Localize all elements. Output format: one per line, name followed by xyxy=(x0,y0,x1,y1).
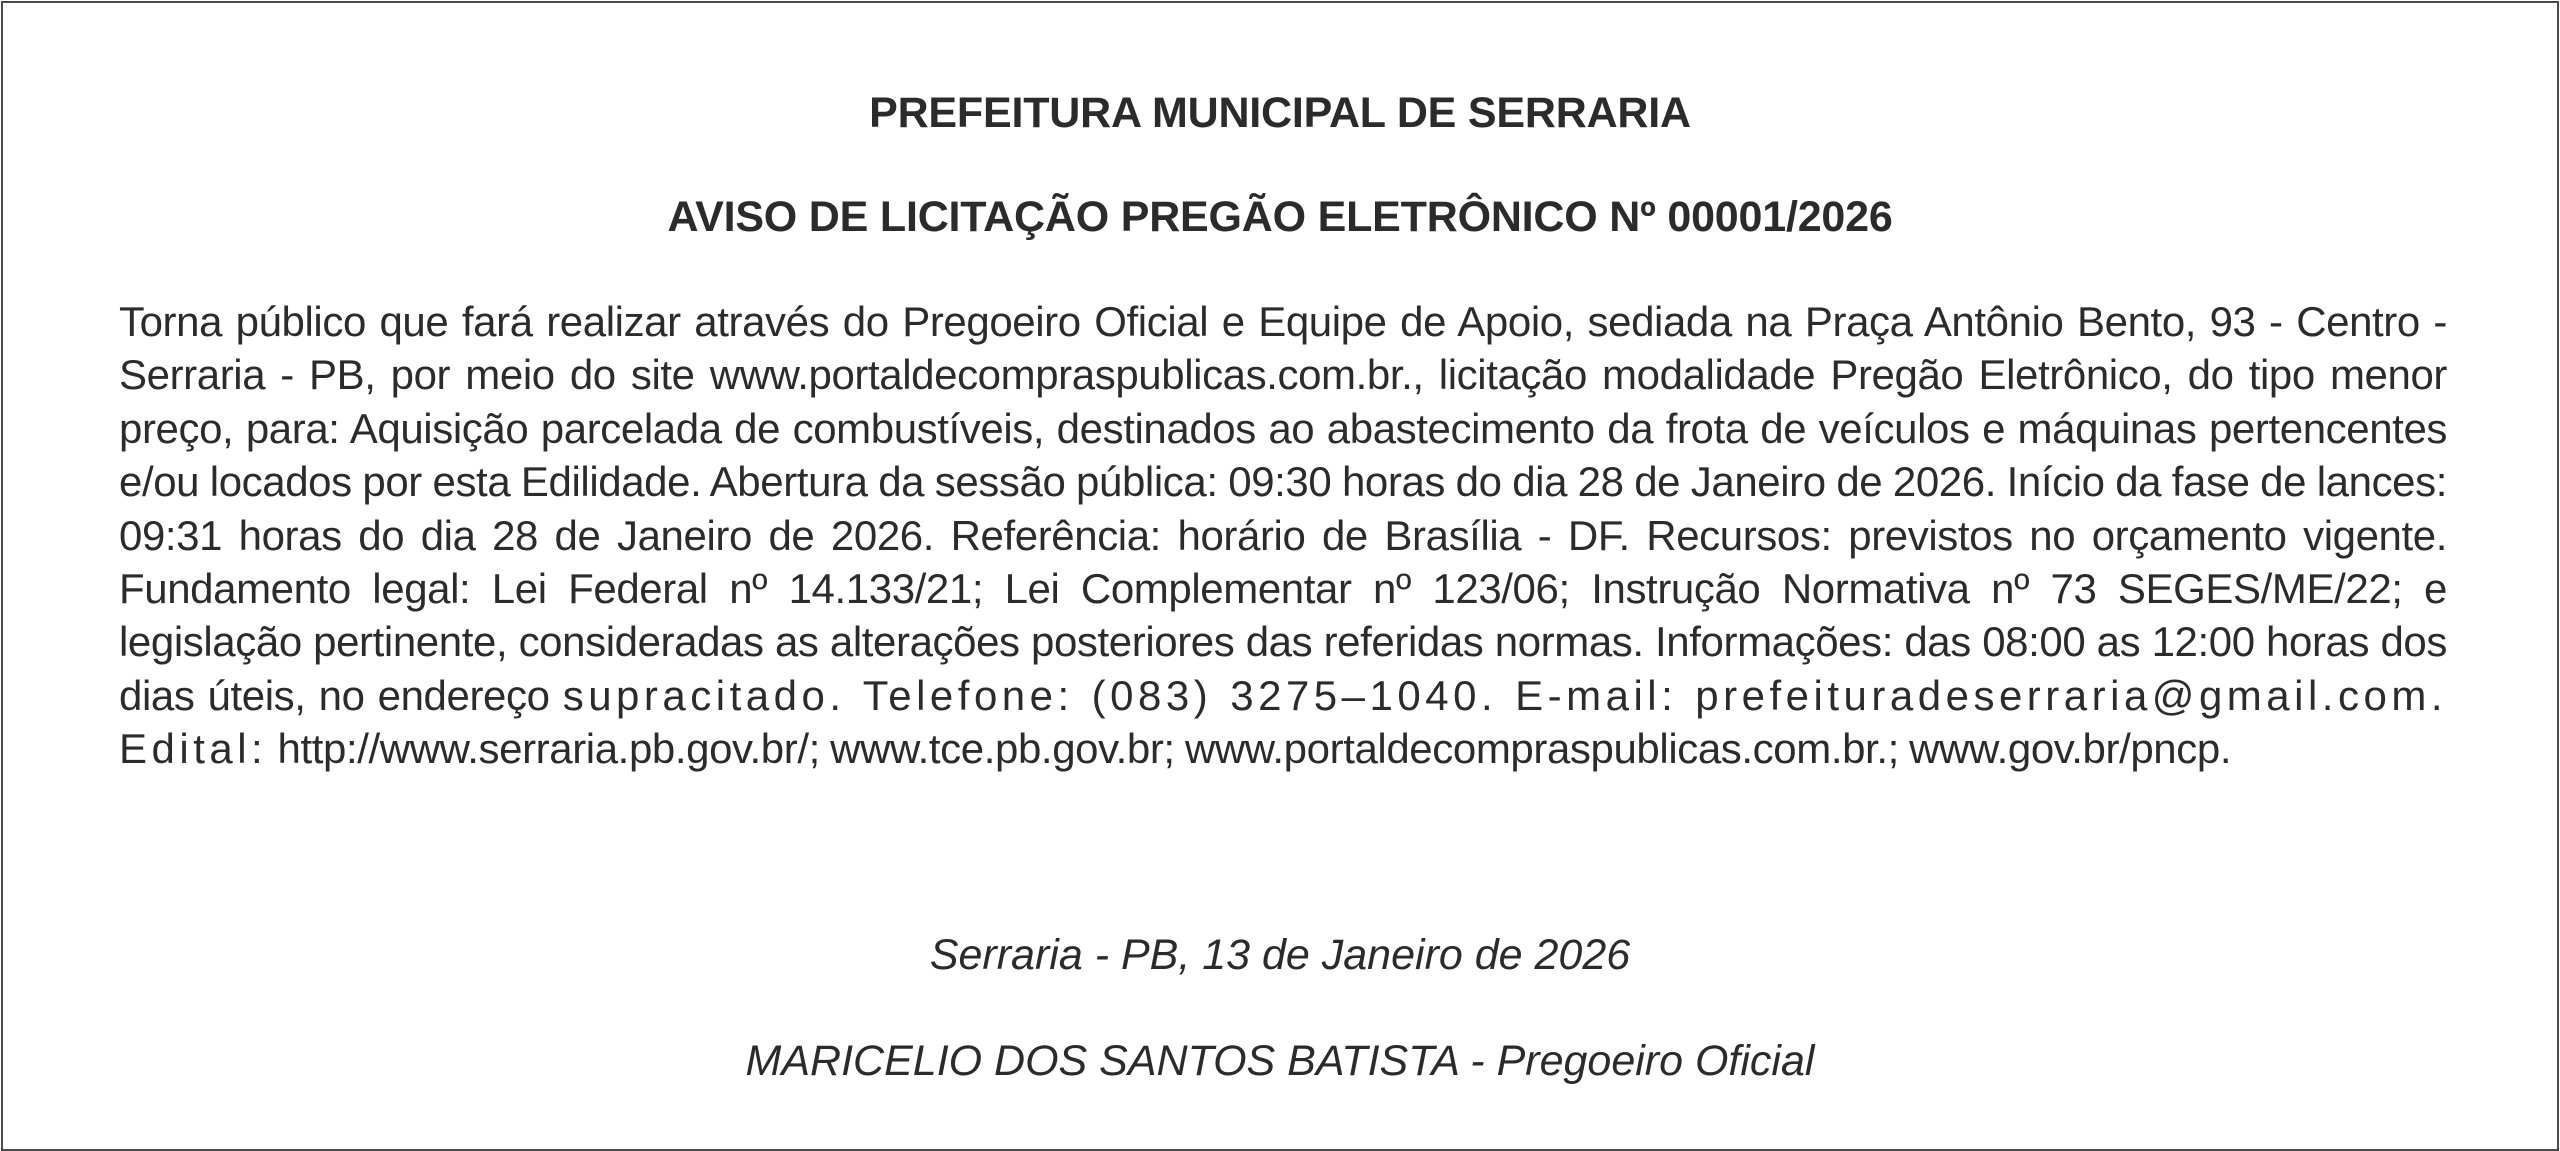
notice-main-text: Torna público que fará realizar através do Pregoeiro Oficial e Equipe de Apoio, sediada na Praça Antônio Bento, 93 - Centro - Serraria - PB, por meio do site www.portaldecompraspublicas.com.br., licitação modalidade Pregão Eletrônico, do tipo menor preço, para: Aquisição parcelada de combustíveis, destinados ao abastecimento da frota de veículos e máquinas pertencentes e/ou locados por esta Edilidade. Abertura da sessão pública: 09:30 horas do dia 28 de Janeiro de 2026. Início da fase de lances: 09:31 horas do dia 28 de Janeiro de 2026. Referência: horário de Brasília - DF. Recursos: previstos no orçamento vigente. Fundamento legal: Lei Federal nº 14.133/21; Lei Complementar nº 123/06; Instrução Normativa nº 73 SEGES/ME/22; e legislação pertinente, consideradas as alterações posteriores das referidas normas. Informações: das 08:00 as 12:00 horas dos dias úteis, no endereço xyxy=(119,298,2447,719)
notice-body xyxy=(119,295,2447,776)
organization-title: PREFEITURA MUNICIPAL DE SERRARIA xyxy=(869,89,1691,137)
notice-contact-text: supracitado. Telefone: (083) 3275–1040. E-mail: prefeituradeserraria@gmail.com. Edital: xyxy=(119,671,2447,773)
notice-title: AVISO DE LICITAÇÃO PREGÃO ELETRÔNICO Nº 00001/2026 xyxy=(667,193,1893,241)
signature-line: MARICELIO DOS SANTOS BATISTA - Pregoeiro Oficial xyxy=(745,1037,1815,1085)
place-date: Serraria - PB, 13 de Janeiro de 2026 xyxy=(929,931,1631,979)
notice-links-text: http://www.serraria.pb.gov.br/; www.tce.pb.gov.br; www.portaldecompraspublicas.com.br.; www.gov.br/pncp. xyxy=(277,725,2232,773)
licitation-notice xyxy=(1,1,2559,1151)
